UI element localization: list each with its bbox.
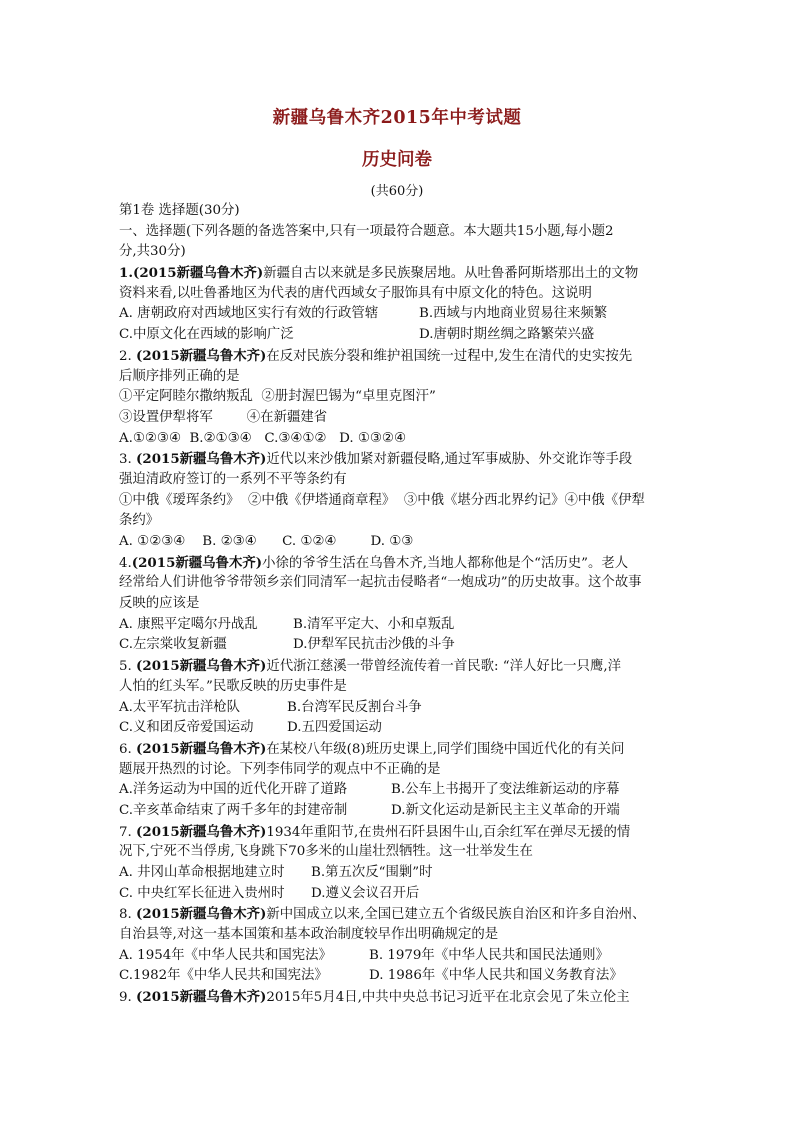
question-source-tag: (2015新疆乌鲁木齐) bbox=[132, 265, 264, 282]
section-instructions-cont: 分,共30分) bbox=[119, 244, 186, 260]
question-source-tag: (2015新疆乌鲁木齐) bbox=[131, 554, 263, 571]
question-8-options-ab bbox=[119, 946, 679, 967]
question-number: 6. bbox=[119, 741, 132, 757]
question-number: 8. bbox=[119, 907, 132, 923]
question-1-options-cd bbox=[119, 325, 679, 346]
question-8-stem: 8. (2015新疆乌鲁木齐)新中国成立以来,全国已建立五个省级民族自治区和许多自治州、 bbox=[119, 906, 646, 923]
question-5-stem-cont: 人怕的红头军。”民歌反映的历史事件是 bbox=[119, 678, 347, 694]
option-b: B.台湾军民反割台斗争 bbox=[287, 699, 422, 715]
question-number: 2. bbox=[119, 348, 132, 364]
question-source-tag: (2015新疆乌鲁木齐) bbox=[136, 906, 267, 923]
section-heading: 第1卷 选择题(30分) bbox=[119, 203, 240, 218]
question-3-options: A. ①②③④ B. ②③④ C. ①②④ D. ①③ bbox=[119, 534, 414, 549]
option-d: D. 1986年《中华人民共和国义务教育法》 bbox=[369, 968, 623, 984]
question-number: 5. bbox=[119, 659, 132, 675]
question-3-item-1: ①中俄《瑷珲条约》 ②中俄《伊塔通商章程》 ③中俄《堪分西北界约记》④中俄《伊犁 bbox=[119, 492, 645, 508]
question-3-item-2: 条约》 bbox=[119, 513, 160, 529]
option-a: A. 1954年《中华人民共和国宪法》 bbox=[119, 947, 332, 963]
question-6-stem: 6. (2015新疆乌鲁木齐)在某校八年级(8)班历史课上,同学们围绕中国近代化的有关问 bbox=[119, 740, 625, 757]
question-3-stem: 3. (2015新疆乌鲁木齐)近代以来沙俄加紧对新疆侵略,通过军事威胁、外交讹诈等手段 bbox=[119, 451, 633, 468]
question-number: 7. bbox=[119, 824, 132, 840]
question-source-tag: (2015新疆乌鲁木齐) bbox=[136, 658, 267, 675]
question-source-tag: (2015新疆乌鲁木齐) bbox=[136, 451, 267, 468]
question-2-stem: 2. (2015新疆乌鲁木齐)在反对民族分裂和维护祖国统一过程中,发生在清代的史实按先 bbox=[119, 347, 633, 364]
option-b: B.公车上书揭开了变法维新运动的序幕 bbox=[391, 782, 620, 798]
question-1-stem-cont: 资料来看,以吐鲁番地区为代表的唐代西域女子服饰具有中原文化的特色。这说明 bbox=[119, 285, 592, 301]
question-2-options: A.①②③④ B.②①③④ C.③④①② D. ①③②④ bbox=[119, 430, 406, 446]
question-5-options-cd bbox=[119, 718, 679, 739]
question-number: 1. bbox=[119, 265, 133, 282]
question-source-tag: (2015新疆乌鲁木齐) bbox=[136, 823, 267, 840]
question-7-stem-cont: 况下,宁死不当俘虏,飞身跳下70多米的山崖壮烈牺牲。这一壮举发生在 bbox=[119, 844, 533, 860]
option-c: C. 中央红军长征进入贵州时 bbox=[119, 885, 285, 901]
option-b: B.清军平定大、小和卓叛乱 bbox=[293, 616, 455, 632]
question-source-tag: (2015新疆乌鲁木齐) bbox=[136, 347, 267, 364]
question-2-stem-cont: 后顺序排列正确的是 bbox=[119, 368, 240, 384]
question-5-options-ab bbox=[119, 698, 679, 719]
option-d: D.遵义会议召开后 bbox=[311, 885, 420, 901]
question-7-stem: 7. (2015新疆乌鲁木齐)1934年重阳节,在贵州石阡县困牛山,百余红军在弹尽无援的情 bbox=[119, 823, 631, 840]
total-score: (共60分) bbox=[370, 184, 424, 199]
question-2-item-1: ①平定阿睦尔撒纳叛乱 ②册封渥巴锡为“卓里克图汗” bbox=[119, 389, 436, 405]
question-4-stem-cont-2: 反映的应该是 bbox=[119, 596, 200, 612]
question-4-options-cd bbox=[119, 635, 679, 656]
option-a: A. 井冈山革命根据地建立时 bbox=[119, 865, 285, 880]
option-d: D.伊犁军民抗击沙俄的斗争 bbox=[293, 637, 455, 653]
option-b: B. 1979年《中华人民共和国民法通则》 bbox=[369, 947, 609, 963]
question-6-options-ab bbox=[119, 780, 679, 801]
option-b: B.西域与内地商业贸易往来频繁 bbox=[419, 306, 608, 322]
question-9-stem: 9. (2015新疆乌鲁木齐)2015年5月4日,中共中央总书记习近平在北京会见了朱立伦主 bbox=[119, 989, 630, 1006]
question-number: 4. bbox=[119, 555, 132, 571]
option-c: C.中原文化在西域的影响广泛 bbox=[119, 327, 294, 343]
option-c: C.左宗棠收复新疆 bbox=[119, 637, 227, 653]
question-8-options-cd bbox=[119, 966, 679, 987]
question-4-options-ab bbox=[119, 615, 679, 636]
question-source-tag: (2015新疆乌鲁木齐) bbox=[136, 740, 267, 757]
question-3-stem-cont: 强迫清政府签订的一系列不平等条约有 bbox=[119, 471, 347, 487]
option-a: A. 唐朝政府对西域地区实行有效的行政管辖 bbox=[119, 306, 379, 322]
question-2-item-2: ③设置伊犁将军 ④在新疆建省 bbox=[119, 409, 328, 425]
exam-subtitle: 历史问卷 bbox=[362, 150, 432, 170]
question-number: 3. bbox=[119, 452, 132, 468]
question-1-stem: 1.(2015新疆乌鲁木齐)新疆自古以来就是多民族聚居地。从吐鲁番阿斯塔那出土的文物 bbox=[119, 265, 639, 282]
option-d: D.唐朝时期丝绸之路繁荣兴盛 bbox=[419, 327, 595, 343]
question-8-stem-cont: 自治县等,对这一基本国策和基本政治制度较早作出明确规定的是 bbox=[119, 927, 499, 943]
question-4-stem-cont: 经常给人们讲他爷爷带领乡亲们同清军一起抗击侵略者“一炮成功”的历史故事。这个故事 bbox=[119, 575, 642, 591]
question-7-options-ab bbox=[119, 863, 679, 884]
question-6-stem-cont: 题展开热烈的讨论。下列李伟同学的观点中不正确的是 bbox=[119, 761, 441, 777]
section-instructions: 一、选择题(下列各题的备选答案中,只有一项最符合题意。本大题共15小题,每小题2 bbox=[119, 223, 614, 239]
option-d: D.五四爱国运动 bbox=[287, 720, 382, 736]
question-6-options-cd bbox=[119, 801, 679, 822]
question-5-stem: 5. (2015新疆乌鲁木齐)近代浙江慈溪一带曾经流传着一首民歌: “洋人好比一只鹰,洋 bbox=[119, 658, 621, 675]
question-4-stem: 4.(2015新疆乌鲁木齐)小徐的爷爷生活在乌鲁木齐,当地人都称他是个“活历史”。老人 bbox=[119, 554, 629, 571]
option-b: B.第五次反“围剿”时 bbox=[311, 865, 433, 880]
exam-body bbox=[119, 201, 679, 1008]
question-1-options-ab bbox=[119, 304, 679, 325]
option-c: C.义和团反帝爱国运动 bbox=[119, 720, 254, 736]
option-c: C.1982年《中华人民共和国宪法》 bbox=[119, 968, 328, 984]
option-a: A. 康熙平定噶尔丹战乱 bbox=[119, 616, 258, 632]
exam-title: 新疆乌鲁木齐2015年中考试题 bbox=[272, 108, 522, 128]
option-a: A.太平军抗击洋枪队 bbox=[119, 699, 241, 715]
question-source-tag: (2015新疆乌鲁木齐) bbox=[136, 989, 267, 1006]
option-c: C.辛亥革命结束了两千多年的封建帝制 bbox=[119, 802, 348, 818]
option-a: A.洋务运动为中国的近代化开辟了道路 bbox=[119, 782, 348, 798]
option-d: D.新文化运动是新民主主义革命的开端 bbox=[391, 802, 620, 818]
question-number: 9. bbox=[119, 990, 132, 1006]
question-7-options-cd bbox=[119, 884, 679, 905]
